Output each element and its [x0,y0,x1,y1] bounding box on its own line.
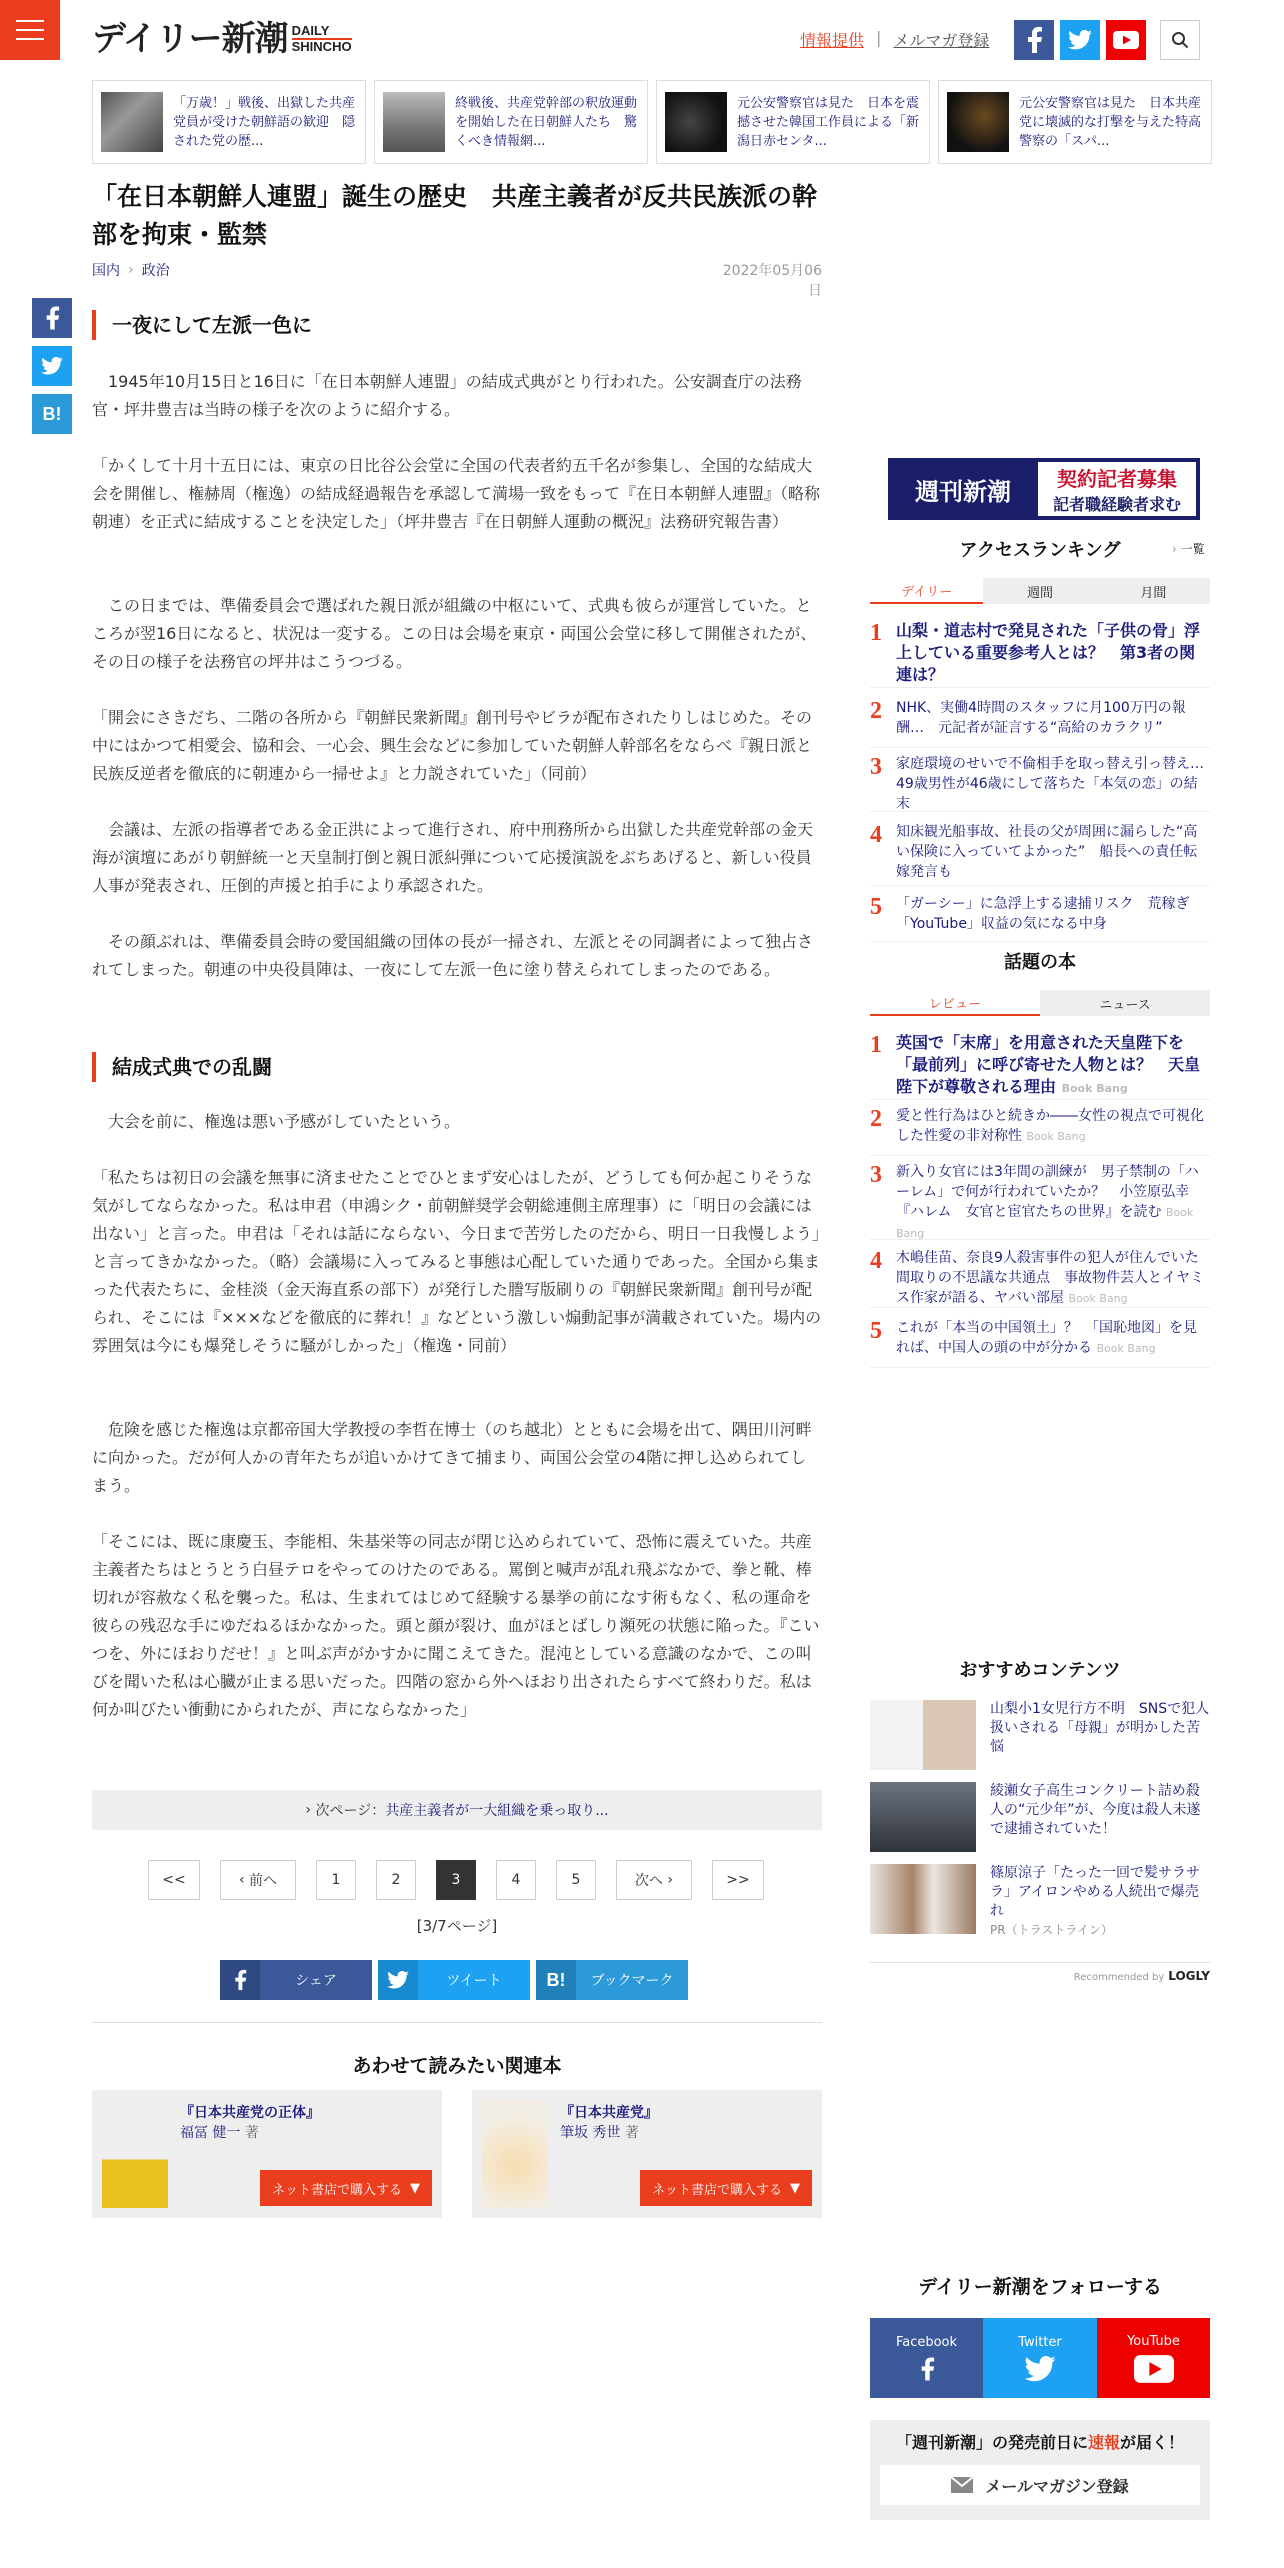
breadcrumb-politics[interactable]: 政治 [141,263,170,279]
card-title: 「万歳！」戦後、出獄した共産党員が受けた朝鮮語の歓迎 隠された党の歴... [173,95,356,149]
page-5-button[interactable]: 5 [556,1860,596,1900]
book-rank-item[interactable]: 5 これが「本当の中国領土」？ 「国恥地図」を見れば、中国人の頭の中が分かる Book Bang [870,1318,1210,1368]
link-separator: | [876,28,882,47]
tip-link[interactable]: 情報提供 [800,31,865,50]
newsletter-text: 「週刊新潮」の発売前日に速報が届く！ [895,2433,1185,2452]
buy-book-button[interactable]: ネット書店で購入する ▼ [640,2170,812,2206]
ranking-more-link[interactable]: › 一覧 [1172,542,1205,556]
twitter-icon [378,1960,418,2000]
recommend-thumbnail [870,1782,976,1852]
card-thumbnail [101,92,163,152]
twitter-icon[interactable] [1060,20,1100,60]
chevron-right-icon: › [662,1872,674,1888]
recommend-item[interactable]: 篠原涼子「たった一回で髪サラサラ」アイロンやめる人続出で爆売れ PR（トラストライン） [870,1864,1210,1938]
side-facebook-icon[interactable] [32,298,72,338]
book-title[interactable]: 『日本共産党の正体』 [180,2105,320,2121]
buy-book-button[interactable]: ネット書店で購入する ▼ [260,2170,432,2206]
recommend-thumbnail [870,1864,976,1934]
ranking-item[interactable]: 2 NHK、実働4時間のスタッフに月100万円の報酬… 元記者が証言する“高給のカラクリ” [870,698,1210,748]
page-count: [3/7ページ] [416,1917,498,1935]
article-date: 2022年05月06日 [722,263,822,299]
book-author: 福冨 健一 著 [180,2125,259,2141]
newsletter-register-button[interactable]: メールマガジン登録 [880,2465,1200,2505]
youtube-icon[interactable] [1106,20,1146,60]
search-icon[interactable] [1160,20,1200,60]
share-facebook-button[interactable]: シェア [220,1960,372,2000]
card-title: 元公安警察官は見た 日本を震撼させた韓国工作員による「新潟日赤センタ... [737,95,920,149]
related-book [472,2090,822,2218]
newsletter-box [870,2420,1210,2520]
ranking-tabs [870,578,1210,604]
facebook-icon[interactable] [1014,20,1054,60]
share-hatena-button[interactable]: B! ブックマーク [536,1960,688,2000]
prev-page-button[interactable]: ‹ 前へ [220,1860,296,1900]
tab-daily[interactable]: デイリー [870,578,983,604]
card-thumbnail [947,92,1009,152]
next-page-link[interactable]: 共産主義者が一大組織を乗っ取り... [385,1803,609,1819]
card-thumbnail [383,92,445,152]
section-heading: 結成式典での乱闘 [92,1052,822,1082]
next-page-button[interactable]: 次へ › [616,1860,692,1900]
first-page-button[interactable]: << [148,1860,200,1900]
paragraph: 「そこには、既に康慶玉、李能相、朱基栄等の同志が閉じ込められていて、恐怖に震えていた。共産主義者たちはとうとう白昼テロをやってのけたのである。罵倒と喊声が乱れ飛ぶなかで、拳と靴、棒切れが容赦なく私を襲った。私は、生まれてはじめて経験する暴挙の前になす術もなく、私の運命を彼らの残忍な手にゆだねるほかなかった。頭と顔が裂け、血がほとばしり瀕死の状態に陥った。『こいつを、外にほおりだせ！』と叫ぶ声がかすかに聞こえてきた。混沌としている意識のなかで、この叫びを聞いた私は心臓が止まる思いだった。四階の窓から外へほおり出されたらすべて終わりだ。私は何か叫びたい衝動にかられたが、声にならなかった」 [92,1532,820,1719]
caret-down-icon: ▼ [410,2180,420,2196]
twitter-icon [1024,2356,1056,2382]
chevron-right-icon: › [1172,542,1181,556]
logo-english: DAILY SHINCHO [291,23,352,54]
book-title[interactable]: 『日本共産党』 [560,2105,658,2121]
related-card[interactable] [656,80,930,164]
book-rank-item[interactable]: 1 英国で「末席」を用意された天皇陛下を「最前列」に呼び寄せた人物とは？ 天皇陛下が尊敬される理由 Book Bang [870,1032,1210,1100]
newsletter-link[interactable]: メルマガ登録 [893,31,990,50]
related-book [92,2090,442,2218]
tab-monthly[interactable]: 月間 [1097,578,1210,604]
related-books-heading: あわせて読みたい関連本 [92,2022,822,2078]
chevron-right-icon: › [305,1802,316,1818]
book-cover[interactable] [482,2100,548,2208]
related-card[interactable] [92,80,366,164]
follow-twitter-button[interactable]: Twitter [983,2318,1097,2398]
facebook-icon [919,2356,935,2382]
menu-button[interactable] [0,0,60,60]
logo-text: デイリー新潮 [92,19,288,59]
card-title: 元公安警察官は見た 日本共産党に壊滅的な打撃を与えた特高警察の「スパ... [1019,95,1202,149]
logly-credit: Recommended by LOGLY [870,1962,1210,1983]
books-heading: 話題の本 [1004,952,1076,973]
recommend-item[interactable]: 綾瀬女子高生コンクリート詰め殺人の“元少年”が、今度は殺人未遂で逮捕されていた！ [870,1782,1210,1852]
share-twitter-button[interactable]: ツイート [378,1960,530,2000]
page-2-button[interactable]: 2 [376,1860,416,1900]
book-rank-item[interactable]: 3 新入り女官には3年間の訓練が 男子禁制の「ハーレム」で何が行われていたか？ 小笠原弘幸『ハレム 女官と宦官たちの世界』を読む Book Bang [870,1162,1210,1240]
tab-weekly[interactable]: 週間 [983,578,1096,604]
hatena-bookmark-icon: B! [536,1960,576,2000]
page-1-button[interactable]: 1 [316,1860,356,1900]
breadcrumb [92,260,170,280]
paragraph: その顔ぶれは、準備委員会時の愛国組織の団体の長が一掃され、左派とその同調者によって独占されてしまった。朝連の中央役員陣は、一夜にして左派一色に塗り替えられてしまったのである。 [92,932,813,979]
paragraph: 危険を感じた権逸は京都帝国大学教授の李哲在博士（のち越北）とともに会場を出て、隅田川河畔に向かった。だが何人かの青年たちが追いかけてきて捕まり、両国公会堂の4階に押し込められてしまう。 [92,1420,812,1495]
related-card[interactable] [938,80,1212,164]
ranking-item[interactable]: 1 山梨・道志村で発見された「子供の骨」浮上している重要参考人とは？ 第3者の関連は？ [870,620,1210,688]
site-logo[interactable] [92,19,352,59]
chevron-right-icon: › [128,262,134,278]
book-cover[interactable] [102,2100,168,2208]
ranking-heading: アクセスランキング [959,540,1121,561]
next-page-prefix: 次ページ： [315,1803,386,1819]
recommend-thumbnail [870,1700,976,1770]
book-rank-item[interactable]: 4 木嶋佳苗、奈良9人殺害事件の犯人が住んでいた間取りの不思議な共通点 事故物件芸人とイヤミス作家が語る、ヤバい部屋 Book Bang [870,1248,1210,1308]
ranking-item[interactable]: 4 知床観光船事故、社長の父が周囲に漏らした“高い保険に入っていてよかった” 船長への責任転嫁発言も [870,822,1210,886]
caret-down-icon: ▼ [790,2180,800,2196]
paragraph: この日までは、準備委員会で選ばれた親日派が組織の中枢にいて、式典も彼らが運営していた。ところが翌16日になると、状況は一変する。この日は会場を東京・両国公会堂に移して開催されたが、その日の様子を法務官の坪井はこうつづる。 [92,596,817,671]
ranking-item[interactable]: 3 家庭環境のせいで不倫相手を取っ替え引っ替え…49歳男性が46歳にして落ちた「本気の恋」の結末 [870,754,1210,812]
breadcrumb-domestic[interactable]: 国内 [92,263,120,279]
follow-youtube-button[interactable]: YouTube [1097,2318,1210,2398]
paragraph: 大会を前に、権逸は悪い予感がしていたという。 [92,1112,461,1131]
paragraph: 「開会にさきだち、二階の各所から『朝鮮民衆新聞』創刊号やビラが配布されたりしはじめた。その中にはかつて相愛会、協和会、一心会、興生会などに参加していた朝鮮人幹部名をならべ『親日派と民族反逆者を徹底的に朝連から一掃せよ』と力説されていた」（同前） [92,708,813,783]
recommend-item[interactable]: 山梨小1女児行方不明 SNSで犯人扱いされる「母親」が明かした苦悩 [870,1700,1210,1770]
mail-icon [951,2477,973,2493]
tab-review[interactable]: レビュー [870,990,1040,1016]
chevron-left-icon: ‹ [238,1872,250,1888]
books-tabs [870,990,1210,1016]
ranking-item[interactable]: 5 「ガーシー」に急浮上する逮捕リスク 荒稼ぎ「YouTube」収益の気になる中身 [870,894,1210,942]
section-heading: 一夜にして左派一色に [92,310,822,340]
paragraph: 1945年10月15日と16日に「在日本朝鮮人連盟」の結成式典がとり行われた。公安調査庁の法務官・坪井豊吉は当時の様子を次のように紹介する。 [92,372,802,419]
facebook-icon [220,1960,260,2000]
side-twitter-icon[interactable] [32,346,72,386]
card-title: 終戦後、共産党幹部の釈放運動を開始した在日朝鮮人たち 驚くべき情報網... [455,95,638,149]
side-hatena-bookmark-icon[interactable]: B! [32,394,72,434]
book-author: 筆坂 秀世 著 [560,2125,639,2141]
next-page-bar[interactable] [92,1790,822,1830]
article-title: 「在日本朝鮮人連盟」誕生の歴史 共産主義者が反共民族派の幹部を拘束・監禁 [92,182,818,249]
paragraph: 「私たちは初日の会議を無事に済ませたことでひとまず安心はしたが、どうしても何か起こりそうな気がしてならなかった。私は申君（申鴻シク・前朝鮮奨学会朝総連側主席理事）に「明日の会議には出ない」と言った。申君は「それは話にならない、今日まで苦労したのだから、明日一日我慢しよう」と言ってきかなかった。（略）会議場に入ってみると事態は心配していた通りであった。全国から集まった代表たちに、金桂淡（金天海直系の部下）が発行した謄写版刷りの『朝鮮民衆新聞』創刊号が配られ、そこには『×××などを徹底的に葬れ！』などという激しい煽動記事が満載されていた。場内の雰囲気は今にも爆発しそうに騒がしかった」（権逸・同前） [92,1168,822,1355]
youtube-icon [1134,2355,1174,2383]
pagination [148,1860,764,1900]
follow-heading: デイリー新潮をフォローする [918,2276,1162,2298]
related-card[interactable] [374,80,648,164]
last-page-button[interactable]: >> [712,1860,764,1900]
follow-facebook-button[interactable]: Facebook [870,2318,983,2398]
page-4-button[interactable]: 4 [496,1860,536,1900]
recommend-heading: おすすめコンテンツ [959,1660,1121,1681]
recruit-banner-ad[interactable]: 週刊新潮 契約記者募集 記者職経験者求む [888,458,1200,520]
paragraph: 「かくして十月十五日には、東京の日比谷公会堂に全国の代表者約五千名が参集し、全国的な結成大会を開催し、権赫周（権逸）の結成経過報告を承認して満場一致をもって『在日本朝鮮人連盟』（略称朝連）を正式に結成することを決定した」（坪井豊吉『在日朝鮮人運動の概況』法務研究報告書） [92,456,821,531]
book-rank-item[interactable]: 2 愛と性行為はひと続きか――女性の視点で可視化した性愛の非対称性 Book Bang [870,1106,1210,1156]
card-thumbnail [665,92,727,152]
page-3-button[interactable]: 3 [436,1860,476,1900]
tab-news[interactable]: ニュース [1040,990,1210,1016]
paragraph: 会議は、左派の指導者である金正洪によって進行され、府中刑務所から出獄した共産党幹部の金天海が演壇にあがり朝鮮統一と天皇制打倒と親日派糾弾について応援演説をぶちあげると、新しい役員人事が発表され、圧倒的声援と拍手により承認された。 [92,820,813,895]
